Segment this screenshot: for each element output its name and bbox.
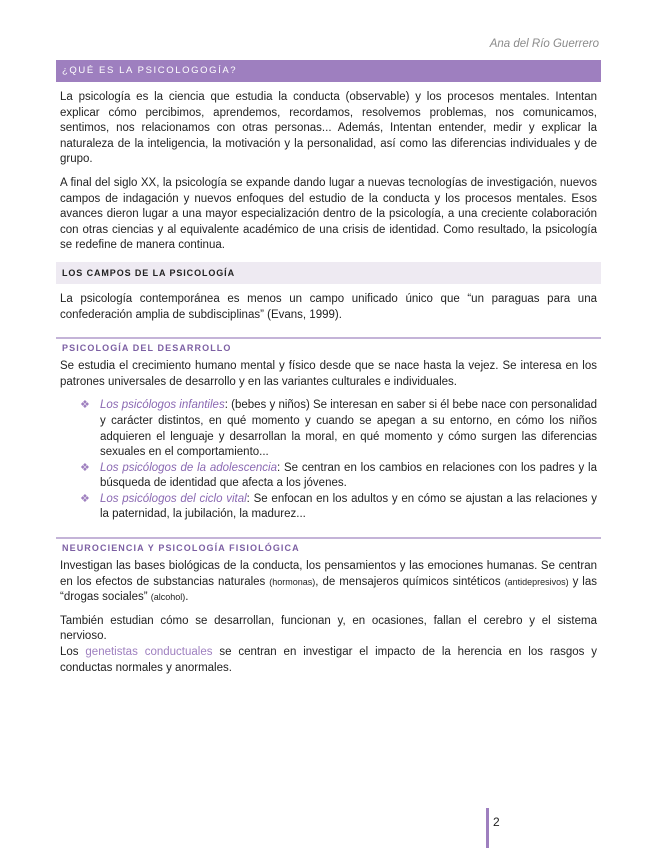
term-genetistas: genetistas conductuales	[85, 646, 213, 659]
paragraph-genetistas: Los genetistas conductuales se centran en investigar el impacto de la herencia en los rasgos y conductas normales y anormales.	[60, 646, 597, 674]
footer-accent-bar	[486, 808, 489, 848]
diamond-bullet-icon: ❖	[80, 492, 90, 505]
page-number: 2	[493, 815, 500, 829]
list-item-text: : (bebes y niños) Se interesan en saber si él bebe nace con personalidad y carácter distintos, en qué momento y cuando se apegan a su entorno, en cómo los niños adquieren el lenguaje y desarrollan la moral, en qué momento y cómo surgen las diferencias sexuales en el comportamiento...	[100, 399, 597, 459]
paragraph-definition: La psicología es la ciencia que estudia la conducta (observable) y los procesos mentales. Intentan explicar cómo percibimos, aprendemos, recordamos, resolvemos problemas, nos comunicamos, sentimos, nos relacionamos con otras personas... Además, Intentan entender, medir y explicar la naturaleza de la inteligencia, la motivación y la personalidad, así como las diferencias individuales y de grupo.	[60, 91, 597, 166]
list-item-text: : Se centran en los cambios en relaciones con los padres y la búsqueda de identidad que afecta a los jóvenes.	[100, 461, 597, 490]
list-item	[80, 398, 597, 460]
list-item-text: : Se enfocan en los adultos y en cómo se ajustan a las relaciones y la paternidad, la jubilación, la madurez...	[100, 492, 597, 521]
list-item	[80, 492, 597, 523]
section-heading-desarrollo: PSICOLOGÍA DEL DESARROLLO	[56, 337, 601, 355]
section-heading-que-es: ¿QUÉ ES LA PSICOLOGOGÍA?	[56, 60, 601, 82]
diamond-bullet-icon: ❖	[80, 399, 90, 412]
paragraph-neurociencia: Investigan las bases biológicas de la conducta, los pensamientos y las emociones humanas. Se centran en los efectos de substancias naturales (hormonas), de mensajeros químicos sintéticos (antidepresivos) y las “drogas sociales” (alcohol).	[60, 560, 597, 604]
list-item-term: Los psicólogos infantiles	[100, 399, 225, 412]
paragraph-campos: La psicología contemporánea es menos un campo unificado único que “un paraguas para una confederación amplia de subdisciplinas” (Evans, 1999).	[60, 292, 597, 321]
note-alcohol: (alcohol)	[150, 592, 186, 603]
desarrollo-list	[56, 398, 601, 523]
page-content	[56, 60, 601, 676]
list-item-term: Los psicólogos de la adolescencia	[100, 461, 277, 474]
diamond-bullet-icon: ❖	[80, 461, 90, 474]
note-antidepresivos: (antidepresivos)	[504, 576, 569, 587]
list-item-term: Los psicólogos del ciclo vital	[100, 492, 247, 505]
note-hormonas: (hormonas)	[269, 576, 316, 587]
paragraph-desarrollo: Se estudia el crecimiento humano mental y físico desde que se nace hasta la vejez. Se interesa en los patrones universales de desarrollo y en las variantes culturales e individuales.	[60, 360, 597, 388]
paragraph-sistema-nervioso: También estudian cómo se desarrollan, funcionan y, en ocasiones, fallan el cerebro y el sistema nervioso.	[60, 614, 597, 643]
section-heading-campos: LOS CAMPOS DE LA PSICOLOGÍA	[56, 262, 601, 284]
list-item	[80, 461, 597, 492]
paragraph-history: A final del siglo XX, la psicología se expande dando lugar a nuevas tecnologías de investigación, nuevos campos de indagación y nuevos enfoques del estudio de la conducta y los procesos mentales. Esos avances dieron lugar a una mayor especialización dentro de la psicología, a una creciente colaboración con otras ciencias y al equivalente académico de una crisis de identidad. Como resultado, la psicología se redefine de manera continua.	[60, 176, 597, 252]
section-heading-neurociencia: NEUROCIENCIA Y PSICOLOGÍA FISIOLÓGICA	[56, 537, 601, 555]
author-name: Ana del Río Guerrero	[489, 38, 599, 50]
